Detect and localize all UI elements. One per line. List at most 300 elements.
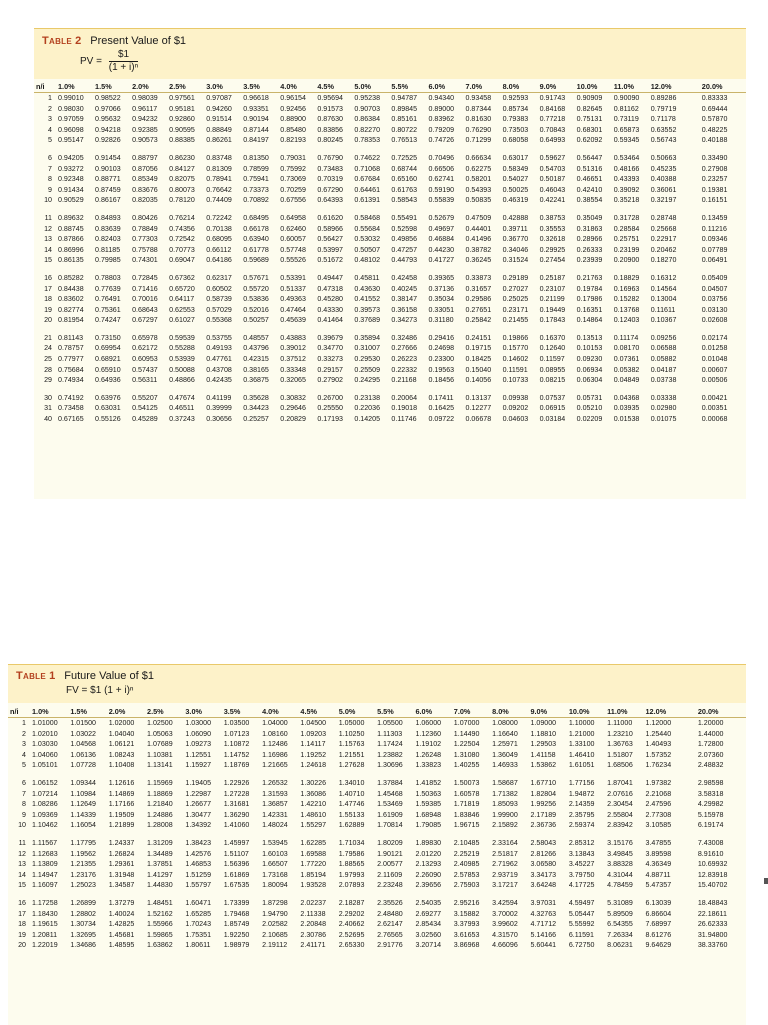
factor-cell: 1.52162 xyxy=(147,909,173,918)
factor-cell: 0.97059 xyxy=(58,115,84,124)
table-row xyxy=(34,195,746,206)
factor-cell: 1.75351 xyxy=(185,930,212,939)
pv-formula xyxy=(80,49,138,74)
factor-cell: 0.84197 xyxy=(243,136,269,145)
factor-cell: 1.31209 xyxy=(147,838,173,847)
factor-cell: 6.72750 xyxy=(568,941,595,950)
factor-cell: 1.37851 xyxy=(147,860,173,869)
table-row xyxy=(34,255,746,266)
factor-cell: 0.76790 xyxy=(317,153,343,162)
factor-cell: 0.29586 xyxy=(465,295,492,304)
factor-cell: 0.73483 xyxy=(317,164,343,173)
factor-cell: 0.32618 xyxy=(539,235,566,244)
factor-cell: 1.24886 xyxy=(147,810,173,819)
factor-cell: 1.46853 xyxy=(185,860,212,869)
factor-cell: 1.48595 xyxy=(108,941,135,950)
factor-cell: 1.47746 xyxy=(338,800,365,809)
factor-cell: 0.53836 xyxy=(243,295,269,304)
factor-cell: 0.19381 xyxy=(701,185,728,194)
factor-cell: 1.22504 xyxy=(453,740,480,749)
factor-cell: 0.59345 xyxy=(613,136,640,145)
column-header-rate: 3.5% xyxy=(243,81,260,91)
factor-cell: 1.19252 xyxy=(300,750,327,759)
factor-cell: 0.57437 xyxy=(132,365,158,374)
factor-cell: 0.25751 xyxy=(613,235,640,244)
period-cell: 1 xyxy=(48,94,52,102)
factor-cell: 7.43008 xyxy=(697,838,724,847)
factor-cell: 0.12403 xyxy=(613,316,640,325)
spacer-cell xyxy=(34,146,746,153)
factor-cell: 1.34489 xyxy=(147,849,173,858)
factor-cell: 0.31728 xyxy=(613,213,640,222)
factor-cell: 1.31948 xyxy=(108,870,135,879)
factor-cell: 0.23107 xyxy=(539,284,566,293)
factor-cell: 0.59539 xyxy=(169,333,195,342)
factor-cell: 1.57352 xyxy=(645,750,672,759)
factor-cell: 2.48480 xyxy=(377,909,403,918)
factor-cell: 0.64117 xyxy=(169,295,195,304)
factor-cell: 0.64936 xyxy=(95,376,121,385)
factor-cell: 1.58687 xyxy=(492,778,518,787)
factor-cell: 0.39999 xyxy=(206,404,232,413)
factor-cell: 0.99010 xyxy=(58,94,84,102)
factor-cell: 0.54393 xyxy=(465,185,492,194)
factor-cell: 1.12551 xyxy=(185,750,212,759)
column-header-rate: 10.0% xyxy=(568,706,590,716)
factor-cell: 1.29503 xyxy=(530,740,557,749)
factor-cell: 0.39092 xyxy=(613,185,640,194)
factor-cell: 1.77156 xyxy=(568,778,595,787)
factor-cell: 1.07728 xyxy=(70,761,96,770)
factor-cell: 3.64248 xyxy=(530,881,557,890)
factor-cell: 2.71962 xyxy=(492,860,518,869)
column-header-rate: 1.0% xyxy=(32,706,49,716)
factor-cell: 1.55797 xyxy=(185,881,212,890)
factor-cell: 0.22332 xyxy=(391,365,418,374)
factor-cell: 0.65720 xyxy=(169,284,195,293)
factor-cell: 1.42210 xyxy=(300,800,327,809)
factor-cell: 0.19784 xyxy=(576,284,603,293)
factor-cell: 0.81630 xyxy=(465,115,492,124)
factor-cell: 1.04060 xyxy=(32,750,58,759)
factor-cell: 0.85161 xyxy=(391,115,418,124)
factor-cell: 0.19715 xyxy=(465,344,492,353)
table-row xyxy=(8,909,746,920)
period-cell: 2 xyxy=(22,729,26,738)
factor-cell: 0.78599 xyxy=(243,164,269,173)
factor-cell: 0.60953 xyxy=(132,355,158,364)
factor-cell: 0.97087 xyxy=(206,94,232,102)
period-cell: 8 xyxy=(48,175,52,184)
factor-cell: 1.60471 xyxy=(185,898,212,907)
factor-cell: 0.81954 xyxy=(58,316,84,325)
factor-cell: 0.55526 xyxy=(280,256,306,265)
table-row xyxy=(34,153,746,164)
factor-cell: 0.33490 xyxy=(701,153,728,162)
factor-cell: 1.14869 xyxy=(108,789,135,798)
factor-cell: 0.37689 xyxy=(354,316,381,325)
period-cell: 24 xyxy=(44,344,52,353)
factor-cell: 0.93458 xyxy=(465,94,492,102)
factor-cell: 0.75361 xyxy=(95,305,121,314)
table-row xyxy=(8,760,746,771)
period-cell: 7 xyxy=(48,164,52,173)
factor-cell: 0.11597 xyxy=(539,355,565,364)
factor-cell: 1.07689 xyxy=(147,740,173,749)
factor-cell: 0.29530 xyxy=(354,355,381,364)
factor-cell: 0.96154 xyxy=(280,94,306,102)
factor-cell: 0.63031 xyxy=(95,404,121,413)
factor-cell: 1.26248 xyxy=(415,750,442,759)
factor-cell: 0.85480 xyxy=(280,125,306,134)
factor-cell: 0.89632 xyxy=(58,213,84,222)
factor-cell: 0.74726 xyxy=(428,136,455,145)
factor-cell: 0.84127 xyxy=(169,164,195,173)
column-header-rate: 4.5% xyxy=(317,81,334,91)
factor-cell: 1.80094 xyxy=(262,881,288,890)
factor-cell: 0.50507 xyxy=(354,245,381,254)
factor-cell: 3.88328 xyxy=(607,860,633,869)
column-header-rate: 8.0% xyxy=(492,706,509,716)
factor-cell: 0.29925 xyxy=(539,245,566,254)
factor-cell: 0.74409 xyxy=(206,196,232,205)
factor-cell: 0.36770 xyxy=(502,235,529,244)
factor-cell: 6.86604 xyxy=(645,909,672,918)
factor-cell: 2.93719 xyxy=(492,870,518,879)
factor-cell: 0.62317 xyxy=(206,273,232,282)
factor-cell: 3.99602 xyxy=(492,920,518,929)
factor-cell: 0.79209 xyxy=(428,125,455,134)
factor-cell: 0.45235 xyxy=(650,164,677,173)
factor-cell: 0.70843 xyxy=(539,125,566,134)
table-row xyxy=(34,315,746,326)
factor-cell: 1.10381 xyxy=(147,750,173,759)
factor-cell: 0.80722 xyxy=(391,125,418,134)
factor-cell: 0.31657 xyxy=(465,284,492,293)
factor-cell: 1.34587 xyxy=(108,881,135,890)
factor-cell: 0.72542 xyxy=(169,235,195,244)
group-spacer-row xyxy=(8,831,746,838)
factor-cell: 0.68301 xyxy=(576,125,603,134)
period-cell: 21 xyxy=(44,333,52,342)
group-spacer-row xyxy=(34,146,746,153)
factor-cell: 12.83918 xyxy=(697,870,728,879)
factor-cell: 0.04187 xyxy=(650,365,677,374)
factor-cell: 0.21455 xyxy=(502,316,529,325)
factor-cell: 0.56743 xyxy=(650,136,677,145)
factor-cell: 0.97066 xyxy=(95,104,121,113)
factor-cell: 0.65978 xyxy=(132,333,158,342)
factor-cell: 1.59385 xyxy=(415,800,442,809)
factor-cell: 0.55839 xyxy=(428,196,455,205)
factor-cell: 0.65873 xyxy=(613,125,640,134)
column-header-rate: 7.0% xyxy=(465,81,483,91)
factor-cell: 1.36290 xyxy=(223,810,250,819)
factor-cell: 0.81162 xyxy=(613,104,639,113)
factor-cell: 0.77218 xyxy=(539,115,566,124)
factor-cell: 1.19102 xyxy=(415,740,442,749)
factor-cell: 0.17986 xyxy=(576,295,603,304)
factor-cell: 0.67556 xyxy=(280,196,306,205)
factor-cell: 0.13513 xyxy=(576,333,603,342)
factor-cell: 2.01220 xyxy=(415,849,442,858)
present-value-table xyxy=(34,80,746,425)
factor-cell: 0.59689 xyxy=(243,256,269,265)
factor-cell: 0.83748 xyxy=(206,153,232,162)
factor-cell: 0.43708 xyxy=(206,365,232,374)
factor-cell: 0.47257 xyxy=(391,245,418,254)
spacer-cell xyxy=(8,771,746,778)
table-row xyxy=(8,718,746,729)
factor-cell: 0.17843 xyxy=(539,316,566,325)
factor-cell: 1.03022 xyxy=(70,729,96,738)
column-header-rate: 2.5% xyxy=(169,81,186,91)
factor-cell: 1.16986 xyxy=(262,750,288,759)
factor-cell: 0.83856 xyxy=(317,125,343,134)
factor-cell: 1.19405 xyxy=(185,778,212,787)
factor-cell: 0.63017 xyxy=(502,153,529,162)
factor-cell: 0.90595 xyxy=(169,125,195,134)
factor-cell: 0.06678 xyxy=(465,415,492,424)
factor-cell: 0.86167 xyxy=(95,196,121,205)
period-cell: 31 xyxy=(44,404,52,413)
factor-cell: 0.19449 xyxy=(539,305,566,314)
factor-cell: 1.14947 xyxy=(32,870,58,879)
factor-cell: 1.03500 xyxy=(223,719,250,727)
factor-cell: 0.70319 xyxy=(317,175,343,184)
factor-cell: 2.98598 xyxy=(697,778,724,787)
factor-cell: 0.01075 xyxy=(650,415,677,424)
factor-cell: 0.05882 xyxy=(650,355,677,364)
factor-cell: 0.44401 xyxy=(465,224,492,233)
factor-cell: 0.83333 xyxy=(701,94,728,102)
table-body xyxy=(8,718,746,951)
table-row xyxy=(8,789,746,800)
factor-cell: 3.45227 xyxy=(568,860,595,869)
factor-cell: 0.16312 xyxy=(650,273,677,282)
factor-cell: 1.05500 xyxy=(377,719,403,727)
factor-cell: 1.12360 xyxy=(415,729,442,738)
factor-cell: 0.48166 xyxy=(613,164,640,173)
table-row xyxy=(34,414,746,425)
factor-cell: 0.95147 xyxy=(58,136,84,145)
future-value-table-panel xyxy=(8,664,746,1025)
table-row xyxy=(34,135,746,146)
factor-cell: 0.77977 xyxy=(58,355,84,364)
factor-cell: 1.08000 xyxy=(492,719,518,727)
factor-cell: 1.51107 xyxy=(223,849,249,858)
factor-cell: 0.95632 xyxy=(95,115,121,124)
period-cell: 12 xyxy=(44,224,52,233)
factor-cell: 0.91573 xyxy=(317,104,343,113)
factor-cell: 1.31681 xyxy=(223,800,250,809)
factor-cell: 0.90090 xyxy=(613,94,640,102)
factor-cell: 1.12000 xyxy=(645,719,672,727)
factor-cell: 1.61051 xyxy=(568,761,595,770)
factor-cell: 0.94260 xyxy=(206,104,232,113)
factor-cell: 1.08160 xyxy=(262,729,288,738)
factor-cell: 1.68506 xyxy=(607,761,633,770)
factor-cell: 0.06915 xyxy=(539,404,566,413)
factor-cell: 0.39573 xyxy=(354,305,381,314)
factor-cell: 1.28802 xyxy=(70,909,96,918)
factor-cell: 1.34392 xyxy=(185,821,212,830)
factor-cell: 5.60441 xyxy=(530,941,557,950)
table-row xyxy=(8,799,746,810)
factor-cell: 0.96098 xyxy=(58,125,84,134)
factor-cell: 0.80245 xyxy=(317,136,343,145)
factor-cell: 0.66112 xyxy=(206,245,232,254)
column-header-rate: 6.0% xyxy=(428,81,446,91)
factor-cell: 2.14359 xyxy=(568,800,595,809)
factor-cell: 0.09230 xyxy=(576,355,603,364)
table-row xyxy=(8,810,746,821)
factor-cell: 2.58043 xyxy=(530,838,557,847)
factor-cell: 0.03935 xyxy=(613,404,640,413)
factor-cell: 0.71299 xyxy=(465,136,492,145)
factor-cell: 0.96618 xyxy=(243,94,269,102)
factor-cell: 1.36857 xyxy=(262,800,288,809)
factor-cell: 0.09202 xyxy=(502,404,529,413)
factor-cell: 0.87056 xyxy=(132,164,158,173)
factor-cell: 0.04368 xyxy=(613,393,640,402)
factor-cell: 1.38423 xyxy=(185,838,212,847)
factor-cell: 1.92250 xyxy=(223,930,250,939)
table-row xyxy=(8,729,746,740)
factor-cell: 0.93272 xyxy=(58,164,84,173)
period-cell: 15 xyxy=(18,881,26,890)
factor-cell: 0.72845 xyxy=(132,273,158,282)
table-row xyxy=(8,870,746,881)
factor-cell: 0.38147 xyxy=(391,295,418,304)
factor-cell: 1.12683 xyxy=(32,849,58,858)
table-row xyxy=(34,185,746,196)
period-cell: 20 xyxy=(44,316,52,325)
factor-cell: 1.42576 xyxy=(185,849,212,858)
factor-cell: 0.29416 xyxy=(428,333,455,342)
factor-cell: 0.91434 xyxy=(58,185,84,194)
factor-cell: 0.84438 xyxy=(58,284,84,293)
column-header-rate: 1.5% xyxy=(95,81,112,91)
factor-cell: 0.73069 xyxy=(280,175,306,184)
factor-cell: 0.16425 xyxy=(428,404,455,413)
factor-cell: 1.98979 xyxy=(223,941,250,950)
factor-cell: 0.54027 xyxy=(502,175,529,184)
factor-cell: 0.23300 xyxy=(428,355,455,364)
factor-cell: 1.33100 xyxy=(568,740,595,749)
factor-cell: 0.56447 xyxy=(576,153,603,162)
factor-cell: 0.35553 xyxy=(539,224,566,233)
factor-cell: 0.68744 xyxy=(391,164,418,173)
factor-cell: 0.20064 xyxy=(391,393,418,402)
factor-cell: 0.83639 xyxy=(95,224,121,233)
factor-cell: 0.07537 xyxy=(539,393,566,402)
period-cell: 15 xyxy=(44,256,52,265)
factor-cell: 0.88771 xyxy=(95,175,121,184)
factor-cell: 7.26334 xyxy=(607,930,633,939)
factor-cell: 0.16963 xyxy=(613,284,640,293)
factor-cell: 0.21168 xyxy=(391,376,417,385)
factor-cell: 0.69954 xyxy=(95,344,121,353)
factor-cell: 1.82804 xyxy=(530,789,557,798)
factor-cell: 0.01048 xyxy=(701,355,728,364)
factor-cell: 2.13293 xyxy=(415,860,442,869)
factor-cell: 2.75903 xyxy=(453,881,480,890)
factor-cell: 1.42825 xyxy=(108,920,135,929)
factor-cell: 0.76642 xyxy=(206,185,232,194)
factor-cell: 1.10462 xyxy=(32,821,58,830)
factor-cell: 2.83942 xyxy=(607,821,633,830)
factor-cell: 0.49363 xyxy=(280,295,306,304)
factor-cell: 1.40024 xyxy=(108,909,135,918)
factor-cell: 0.15040 xyxy=(465,365,492,374)
factor-cell: 1.26824 xyxy=(108,849,135,858)
table-row xyxy=(8,880,746,891)
factor-cell: 0.06304 xyxy=(576,376,603,385)
table-row xyxy=(8,919,746,930)
factor-cell: 3.86968 xyxy=(453,941,480,950)
factor-cell: 0.03738 xyxy=(650,376,677,385)
factor-cell: 0.54125 xyxy=(132,404,158,413)
factor-cell: 2.20848 xyxy=(300,920,327,929)
factor-cell: 8.06231 xyxy=(607,941,633,950)
factor-cell: 0.68921 xyxy=(95,355,121,364)
factor-cell: 1.83846 xyxy=(453,810,480,819)
factor-cell: 0.43796 xyxy=(243,344,269,353)
factor-cell: 0.38554 xyxy=(576,196,603,205)
factor-cell: 31.94800 xyxy=(697,930,728,939)
period-cell: 5 xyxy=(22,761,26,770)
factor-cell: 1.06121 xyxy=(108,740,135,749)
period-cell: 4 xyxy=(22,750,26,759)
factor-cell: 1.70814 xyxy=(377,821,403,830)
factor-cell: 0.64461 xyxy=(354,185,381,194)
factor-cell: 1.48610 xyxy=(300,810,327,819)
factor-cell: 1.11303 xyxy=(377,729,403,738)
factor-cell: 1.71382 xyxy=(492,789,518,798)
factor-cell: 0.40188 xyxy=(701,136,728,145)
table-title xyxy=(16,670,154,682)
period-cell: 17 xyxy=(44,284,52,293)
factor-cell: 1.22926 xyxy=(223,778,250,787)
factor-cell: 1.40710 xyxy=(338,789,365,798)
factor-cell: 0.50025 xyxy=(502,185,529,194)
table-row xyxy=(34,284,746,295)
factor-cell: 1.23882 xyxy=(377,750,403,759)
factor-cell: 2.52695 xyxy=(338,930,365,939)
factor-cell: 0.30832 xyxy=(280,393,306,402)
column-header-rate: 2.0% xyxy=(132,81,149,91)
factor-cell: 1.02500 xyxy=(147,719,173,727)
table-row xyxy=(34,365,746,376)
factor-cell: 1.09344 xyxy=(70,778,96,787)
factor-cell: 0.38165 xyxy=(243,365,269,374)
factor-cell: 0.39012 xyxy=(280,344,306,353)
factor-cell: 0.27454 xyxy=(539,256,566,265)
factor-cell: 0.50835 xyxy=(465,196,492,205)
factor-cell: 1.55297 xyxy=(300,821,327,830)
factor-cell: 2.26090 xyxy=(415,870,442,879)
factor-cell: 0.27666 xyxy=(391,344,418,353)
table-row xyxy=(34,164,746,175)
factor-cell: 3.17217 xyxy=(492,881,518,890)
factor-cell: 2.19112 xyxy=(262,941,288,950)
factor-cell: 0.51316 xyxy=(576,164,603,173)
period-cell: 30 xyxy=(44,393,52,402)
spacer-cell xyxy=(8,831,746,838)
column-header-rate: 5.5% xyxy=(377,706,394,716)
factor-cell: 0.60057 xyxy=(280,235,306,244)
